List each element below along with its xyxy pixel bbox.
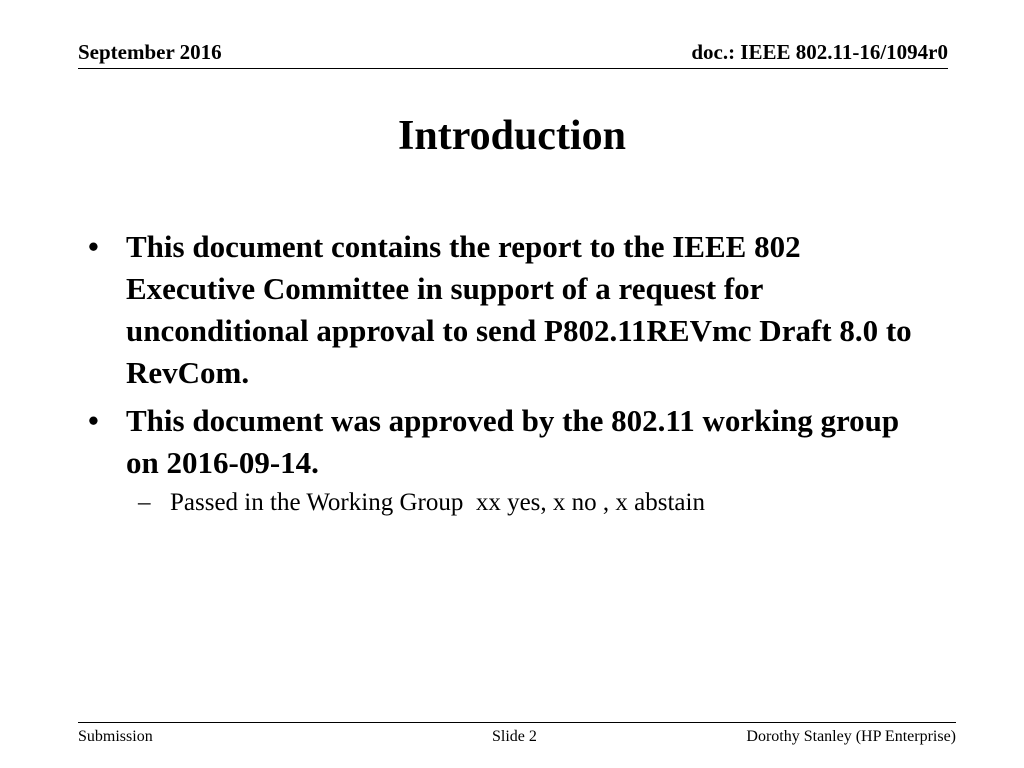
slide-footer xyxy=(78,722,956,751)
slide-title: Introduction xyxy=(398,113,626,159)
slide-header xyxy=(78,40,948,69)
sub-bullet-item xyxy=(138,486,934,520)
sub-bullet-mark: – xyxy=(138,489,151,516)
footer-author: Dorothy Stanley (HP Enterprise) xyxy=(746,728,956,745)
bullet-item xyxy=(84,400,934,484)
bullet-text: This document contains the report to the IEEE 802 Executive Committee in support of a request for unconditional approval to send P802.11REVmc Draft 8.0 to RevCom. xyxy=(126,229,912,390)
bullet-mark: • xyxy=(88,229,99,264)
bullet-mark: • xyxy=(88,403,99,438)
bullet-item xyxy=(84,226,934,394)
header-doc-id: doc.: IEEE 802.11-16/1094r0 xyxy=(691,40,948,64)
slide-content xyxy=(84,226,934,520)
header-date: September 2016 xyxy=(78,40,222,64)
bullet-text: This document was approved by the 802.11 working group on 2016-09-14. xyxy=(126,403,900,480)
sub-bullet-text: Passed in the Working Group xx yes, x no , x abstain xyxy=(170,489,705,516)
footer-submission: Submission xyxy=(78,728,153,745)
footer-slide-number: Slide 2 xyxy=(492,728,537,745)
